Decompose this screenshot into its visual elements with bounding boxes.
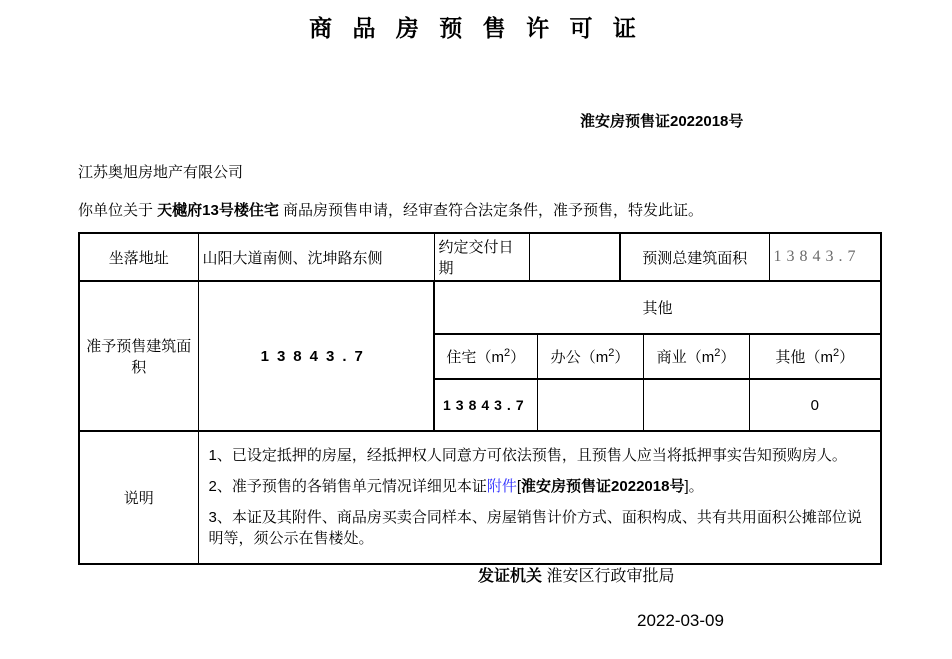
location-label: 坐落地址 <box>79 233 198 281</box>
company-name: 江苏奥旭房地产有限公司 <box>78 164 244 181</box>
total-area-value: 13843.7 <box>769 233 881 281</box>
page-title: 商 品 房 预 售 许 可 证 <box>309 15 643 41</box>
note-item-2-cert: 淮安房预售证2022018号 <box>521 477 685 495</box>
approval-statement <box>78 199 703 220</box>
notes-content <box>198 431 881 564</box>
group-header-other: 其他 <box>434 281 881 334</box>
note-item-3: 3、本证及其附件、商品房买卖合同样本、房屋销售计价方式、面积构成、共有共用面积公摊部位说明等，须公示在售楼处。 <box>208 508 862 548</box>
unit-name: 住宅 <box>446 349 477 366</box>
unit-header-other <box>749 334 881 379</box>
issue-date: 2022-03-09 <box>637 611 724 630</box>
note-item-2-suffix: ]。 <box>684 477 704 495</box>
unit-value-residential: 13843.7 <box>434 379 537 431</box>
unit-name: 其他 <box>775 349 806 366</box>
note-item-2-prefix: 2、准予预售的各销售单元情况详细见本证 <box>208 477 487 495</box>
statement-prefix: 你单位关于 <box>78 202 158 219</box>
unit-header-commercial <box>643 334 749 379</box>
unit-sup: 2 <box>503 347 511 359</box>
unit-sup: 2 <box>714 347 721 359</box>
certificate-number: 淮安房预售证2022018号 <box>580 113 744 130</box>
table-row-group-header <box>79 281 881 334</box>
unit-value-commercial <box>643 379 749 431</box>
unit-name: 办公 <box>550 349 581 366</box>
issuing-authority-label: 发证机关 <box>478 568 543 585</box>
unit-name: 商业 <box>656 349 687 366</box>
statement-suffix: 商品房预售申请，经审查符合法定条件，准予预售，特发此证。 <box>278 202 704 219</box>
delivery-date-label: 约定交付日期 <box>434 233 529 281</box>
unit-prefix: （m <box>805 349 833 366</box>
unit-prefix: （m <box>580 349 609 366</box>
unit-header-residential <box>434 334 537 379</box>
project-name: 天樾府13号楼住宅 <box>157 202 279 219</box>
permit-table <box>78 232 882 565</box>
unit-sup: 2 <box>832 347 840 359</box>
issuing-authority <box>478 563 674 586</box>
unit-suffix: ） <box>510 349 526 366</box>
total-area-label: 预测总建筑面积 <box>620 233 769 281</box>
attachment-link[interactable]: 附件 <box>486 477 517 495</box>
note-item-1: 1、已设定抵押的房屋，经抵押权人同意方可依法预售，且预售人应当将抵押事实告知预购房人。 <box>208 447 847 464</box>
unit-prefix: （m <box>476 349 504 366</box>
issuing-authority-value: 淮安区行政审批局 <box>546 568 675 585</box>
approved-area-total: 13843.7 <box>198 281 434 431</box>
unit-header-office <box>537 334 643 379</box>
unit-value-other: 0 <box>749 379 881 431</box>
approved-area-label: 准予预售建筑面积 <box>79 281 198 431</box>
unit-value-office <box>537 379 643 431</box>
unit-suffix: ） <box>839 349 855 366</box>
table-row-location <box>79 233 881 281</box>
delivery-date-value <box>529 233 620 281</box>
location-value: 山阳大道南侧、沈坤路东侧 <box>198 233 434 281</box>
unit-prefix: （m <box>686 349 715 366</box>
note-item-2 <box>209 476 871 498</box>
table-row-notes <box>79 431 881 564</box>
unit-suffix: ） <box>720 349 736 366</box>
unit-sup: 2 <box>608 347 615 359</box>
notes-label: 说明 <box>79 431 198 564</box>
unit-suffix: ） <box>614 349 630 366</box>
note-item-2-bracket: [ <box>516 477 522 495</box>
